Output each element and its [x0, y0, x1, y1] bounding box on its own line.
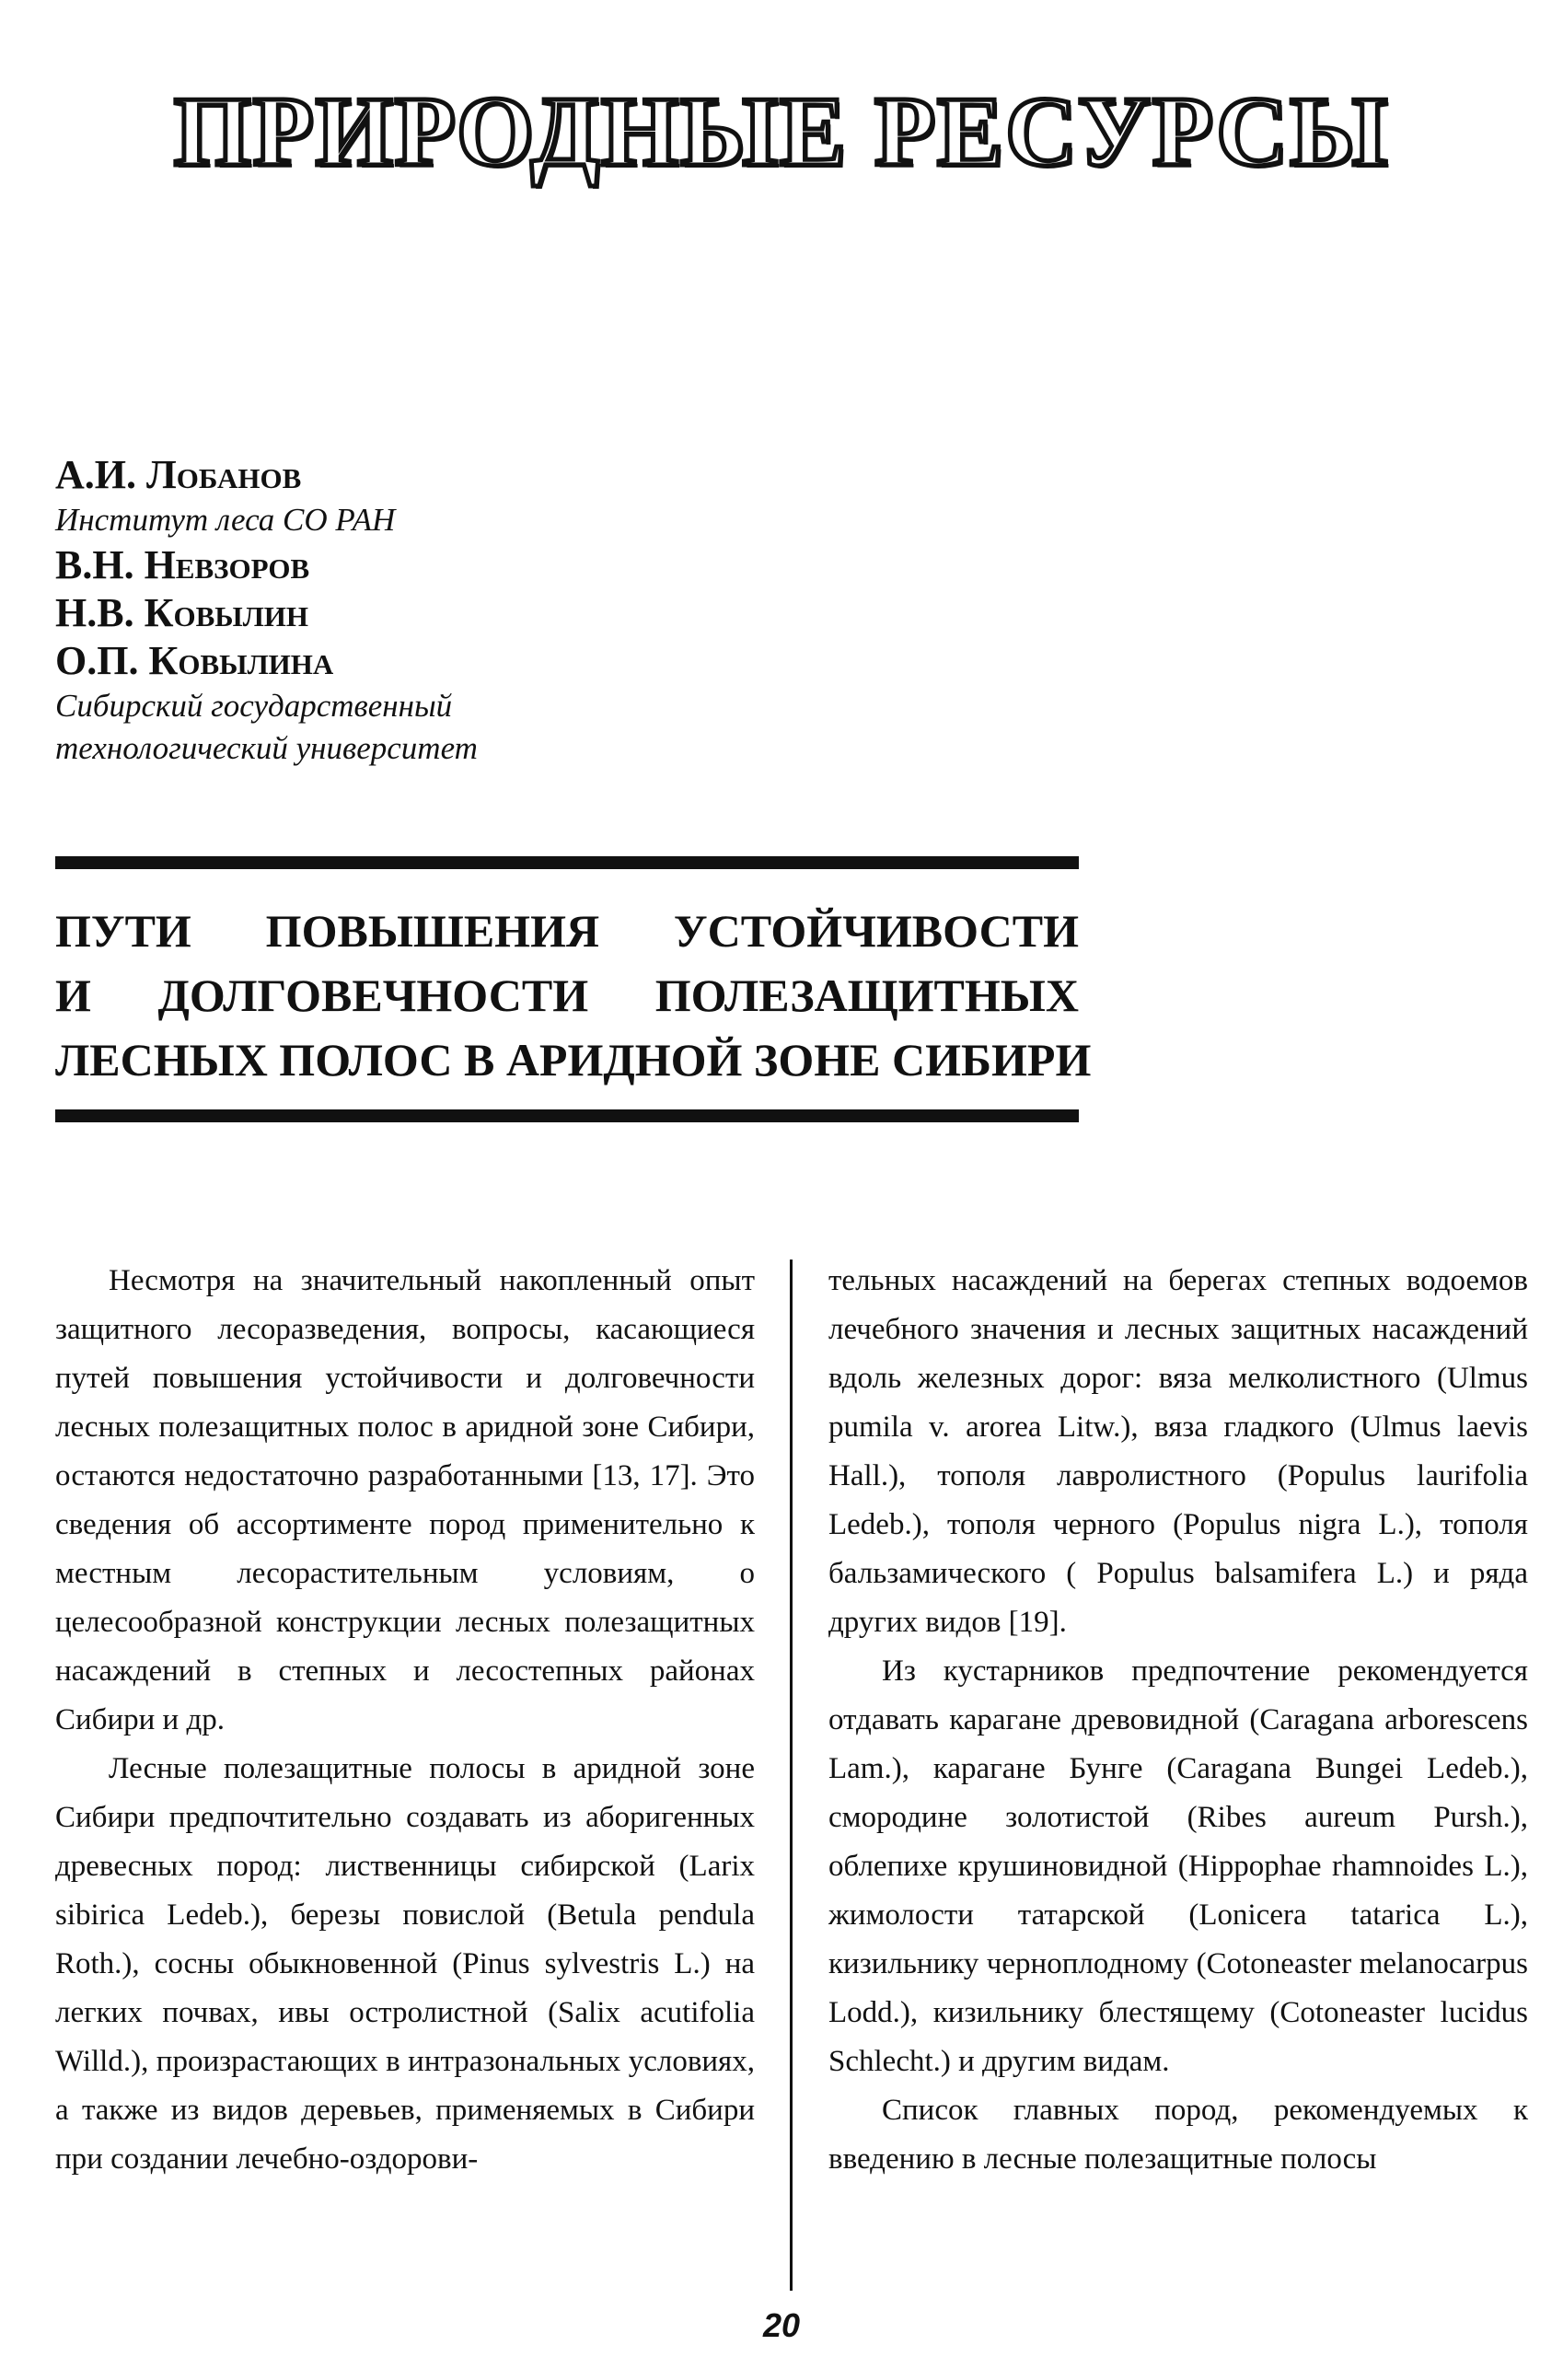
- title-line: И ДОЛГОВЕЧНОСТИ ПОЛЕЗАЩИТНЫХ: [55, 969, 1079, 1021]
- paragraph: тельных насаждений на берегах степных водоемов лечебного значения и лесных защитных насаждений вдоль железных дорог: вяза мелколистного (Ulmus pumila v. arorea Litw.), вяза гладкого (Ulmus laevis Hall.), тополя лавролистного (Populus laurifolia Ledeb.), тополя черного (Populus nigra L.), тополя бальзамического ( Populus balsamifera L.) и ряда других видов [19].: [828, 1264, 1528, 1639]
- title-line: ПУТИ ПОВЫШЕНИЯ УСТОЙЧИВОСТИ: [55, 905, 1079, 957]
- paragraph: Несмотря на значительный накопленный опыт защитного лесоразведения, вопросы, касающиеся путей повышения устойчивости и долговечности лесных полезащитных полос в аридной зоне Сибири, остаются недостаточно разработанными [13, 17]. Это сведения об ассортименте пород применительно к местным лесорастительным условиям, о целесообразной конструкции лесных полезащитных насаждений в степных и лесостепных районах Сибири и др.: [55, 1264, 755, 1736]
- left-column: [55, 1257, 755, 2184]
- title-line: ЛЕСНЫХ ПОЛОС В АРИДНОЙ ЗОНЕ СИБИРИ: [55, 1034, 1092, 1086]
- paragraph: Из кустарников предпочтение рекомендуется отдавать карагане древовидной (Caragana arborescens Lam.), карагане Бунге (Caragana Bungei Ledeb.), смородине золотистой (Ribes aureum Pursh.), облепихе крушиновидной (Hippophae rhamnoides L.), жимолости татарской (Lonicera tatarica L.), кизильнику черноплодному (Cotoneaster melanocarpus Lodd.), кизильнику блестящему (Cotoneaster lucidus Schlecht.) и другим видам.: [828, 1654, 1528, 2078]
- author-affiliation: Институт леса СО РАН: [55, 502, 396, 538]
- author-name: Н.В. Ковылин: [55, 590, 309, 635]
- title-top-rule: [55, 856, 1079, 869]
- author-affiliation: Сибирский государственный технологический университет: [55, 688, 478, 766]
- article-title: [55, 899, 1092, 1092]
- author-block: [55, 451, 700, 770]
- author-name: А.И. Лобанов: [55, 452, 302, 497]
- section-header: ПРИРОДНЫЕ РЕСУРСЫ: [173, 77, 1390, 187]
- author-name: О.П. Ковылина: [55, 638, 334, 683]
- author-name: В.Н. Невзоров: [55, 542, 310, 587]
- column-divider: [790, 1260, 793, 2291]
- right-column: [828, 1257, 1528, 2184]
- title-bottom-rule: [55, 1109, 1079, 1122]
- page-number: 20: [762, 2306, 801, 2344]
- paragraph: Список главных пород, рекомендуемых к введению в лесные полезащитные полосы: [828, 2094, 1528, 2176]
- paragraph: Лесные полезащитные полосы в аридной зоне Сибири предпочтительно создавать из аборигенных древесных пород: лиственницы сибирской (Larix sibirica Ledeb.), березы повислой (Betula pendula Roth.), сосны обыкновенной (Pinus sylvestris L.) на легких почвах, ивы остролистной (Salix acutifolia Willd.), произрастающих в интразональных условиях, а также из видов деревьев, применяемых в Сибири при создании лечебно-оздорови-: [55, 1752, 755, 2176]
